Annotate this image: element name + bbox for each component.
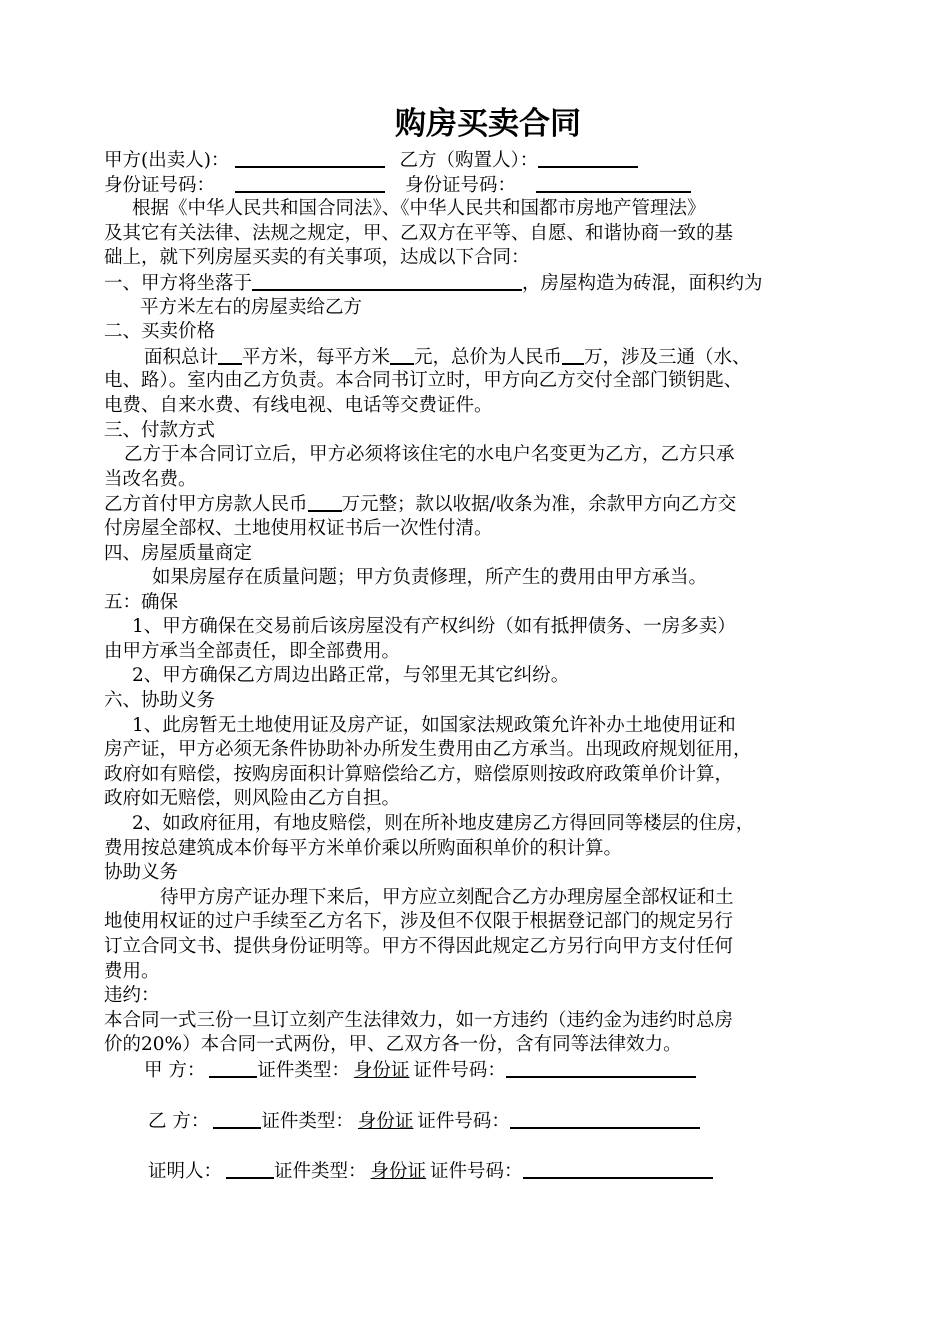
- id-a-blank: [235, 173, 385, 193]
- id-number-label: 证件号码：: [430, 1161, 523, 1183]
- breach-line: 本合同一式三份一旦订立刻产生法律效力，如一方违约（违约金为违约时总房: [104, 1009, 734, 1031]
- price-text: 元，总价为人民币: [414, 346, 563, 368]
- intro-line: 础上，就下列房屋买卖的有关事项，达成以下合同：: [104, 247, 530, 269]
- id-type-label: 证件类型：: [257, 1059, 350, 1081]
- contract-page: [104, 100, 864, 1184]
- quality-line: 如果房屋存在质量问题；甲方负责修理，所产生的费用由甲方承当。: [152, 567, 708, 589]
- party-a-label: 甲方(出卖人)：: [104, 150, 230, 171]
- payment-text: 万元整；款以收据/收条为准，余款甲方向乙方交: [341, 494, 737, 516]
- payment-line: [104, 492, 864, 517]
- payment-text: 乙方首付甲方房款人民币: [104, 494, 308, 516]
- price-line: 电费、自来水费、有线电视、电话等交费证件。: [104, 394, 493, 416]
- address-blank: [252, 271, 522, 291]
- section-heading: 四、房屋质量商定: [104, 542, 253, 564]
- id-line: [104, 173, 864, 198]
- breach-line: 价的20%）本合同一式两份，甲、乙双方各一份，含有同等法律效力。: [104, 1034, 682, 1056]
- id-b-label: 身份证号码：: [405, 174, 517, 196]
- price-line: 电、路）。室内由乙方负责。本合同书订立时，甲方向乙方交付全部门锁钥匙、: [104, 370, 743, 392]
- id-type-value: 身份证: [357, 1110, 414, 1132]
- signature-role: 证明人：: [148, 1161, 223, 1183]
- unit-price-blank: [390, 345, 414, 365]
- id-number-label: 证件号码：: [413, 1059, 506, 1081]
- id-type-value: 身份证: [353, 1059, 410, 1081]
- intro-line: 根据《中华人民共和国合同法》、《中华人民共和国都市房地产管理法》: [132, 198, 706, 220]
- section-1-text: 一、甲方将坐落于: [104, 272, 253, 294]
- assist-line: 房产证，甲方必须无条件协助补办所发生费用由乙方承当。出现政府规划征用，: [104, 739, 752, 761]
- area-blank: [218, 345, 242, 365]
- guarantee-line: 2、甲方确保乙方周边出路正常，与邻里无其它纠纷。: [132, 665, 570, 687]
- id-type-value: 身份证: [370, 1161, 427, 1183]
- signature-role: 甲 方：: [144, 1059, 206, 1081]
- id-number-blank: [510, 1109, 700, 1129]
- document-title: 购房买卖合同: [395, 106, 581, 142]
- id-b-blank: [536, 173, 691, 193]
- down-payment-blank: [308, 492, 342, 512]
- section-1-text: ，房屋构造为砖混，面积约为: [522, 272, 763, 294]
- id-number-blank: [523, 1159, 713, 1179]
- section-1-line: 平方米左右的房屋卖给乙方: [140, 296, 363, 318]
- id-a-label: 身份证号码：: [104, 174, 216, 196]
- assist-line: 1、此房暂无土地使用证及房产证，如国家法规政策允许补办土地使用证和: [132, 714, 736, 736]
- signature-row: [104, 1058, 864, 1083]
- total-price-blank: [562, 345, 584, 365]
- section-heading: 三、付款方式: [104, 419, 216, 441]
- payment-line: 付房屋全部权、土地使用权证书后一次性付清。: [104, 517, 493, 539]
- section-heading: 五：确保: [104, 591, 179, 613]
- signature-row: [104, 1159, 864, 1184]
- id-number-label: 证件号码：: [417, 1110, 510, 1132]
- assist-line: 政府如有赔偿，按购房面积计算赔偿给乙方，赔偿原则按政府政策单价计算，: [104, 763, 734, 785]
- payment-line: 乙方于本合同订立后，甲方必须将该住宅的水电户名变更为乙方，乙方只承: [124, 444, 735, 466]
- price-text: 平方米，每平方米: [242, 346, 391, 368]
- assist-line: 政府如无赔偿，则风险由乙方自担。: [104, 788, 401, 810]
- guarantee-line: 1、甲方确保在交易前后该房屋没有产权纠纷（如有抵押债务、一房多卖）: [132, 616, 736, 638]
- section-heading: 六、协助义务: [104, 690, 216, 712]
- signature-name-blank: [209, 1058, 257, 1078]
- assist-line: 费用按总建筑成本价每平方米单价乘以所购面积单价的积计算。: [104, 837, 623, 859]
- section-heading: 违约：: [104, 985, 160, 1007]
- party-line: [104, 148, 864, 173]
- signature-role: 乙 方：: [148, 1110, 210, 1132]
- section-heading: 协助义务: [104, 862, 179, 884]
- price-line: [104, 345, 864, 370]
- signature-name-blank: [213, 1109, 261, 1129]
- signature-name-blank: [226, 1159, 274, 1179]
- assist-line: 地使用权证的过户手续至乙方名下，涉及但不仅限于根据登记部门的规定另行: [104, 911, 734, 933]
- signature-row: [104, 1109, 864, 1134]
- assist-line: 订立合同文书、提供身份证明等。甲方不得因此规定乙方另行向甲方支付任何: [104, 936, 734, 957]
- guarantee-line: 由甲方承当全部责任，即全部费用。: [104, 640, 401, 662]
- intro-line: 及其它有关法律、法规之规定，甲、乙双方在平等、自愿、和谐协商一致的基: [104, 222, 734, 244]
- price-text: 万，涉及三通（水、: [584, 346, 751, 368]
- party-a-blank: [235, 148, 385, 168]
- party-b-label: 乙方（购置人）：: [399, 150, 539, 171]
- id-number-blank: [506, 1058, 696, 1078]
- party-b-blank: [538, 148, 638, 168]
- assist-line: 2、如政府征用，有地皮赔偿，则在所补地皮建房乙方得回同等楼层的住房，: [132, 813, 755, 835]
- assist-line: 待甲方房产证办理下来后，甲方应立刻配合乙方办理房屋全部权证和土: [160, 886, 734, 908]
- section-heading: 二、买卖价格: [104, 321, 216, 343]
- id-type-label: 证件类型：: [261, 1110, 354, 1132]
- id-type-label: 证件类型：: [274, 1161, 367, 1183]
- section-1-line: [104, 271, 864, 296]
- price-text: 面积总计: [144, 346, 219, 368]
- assist-line: 费用。: [104, 960, 160, 982]
- payment-line: 当改名费。: [104, 468, 197, 490]
